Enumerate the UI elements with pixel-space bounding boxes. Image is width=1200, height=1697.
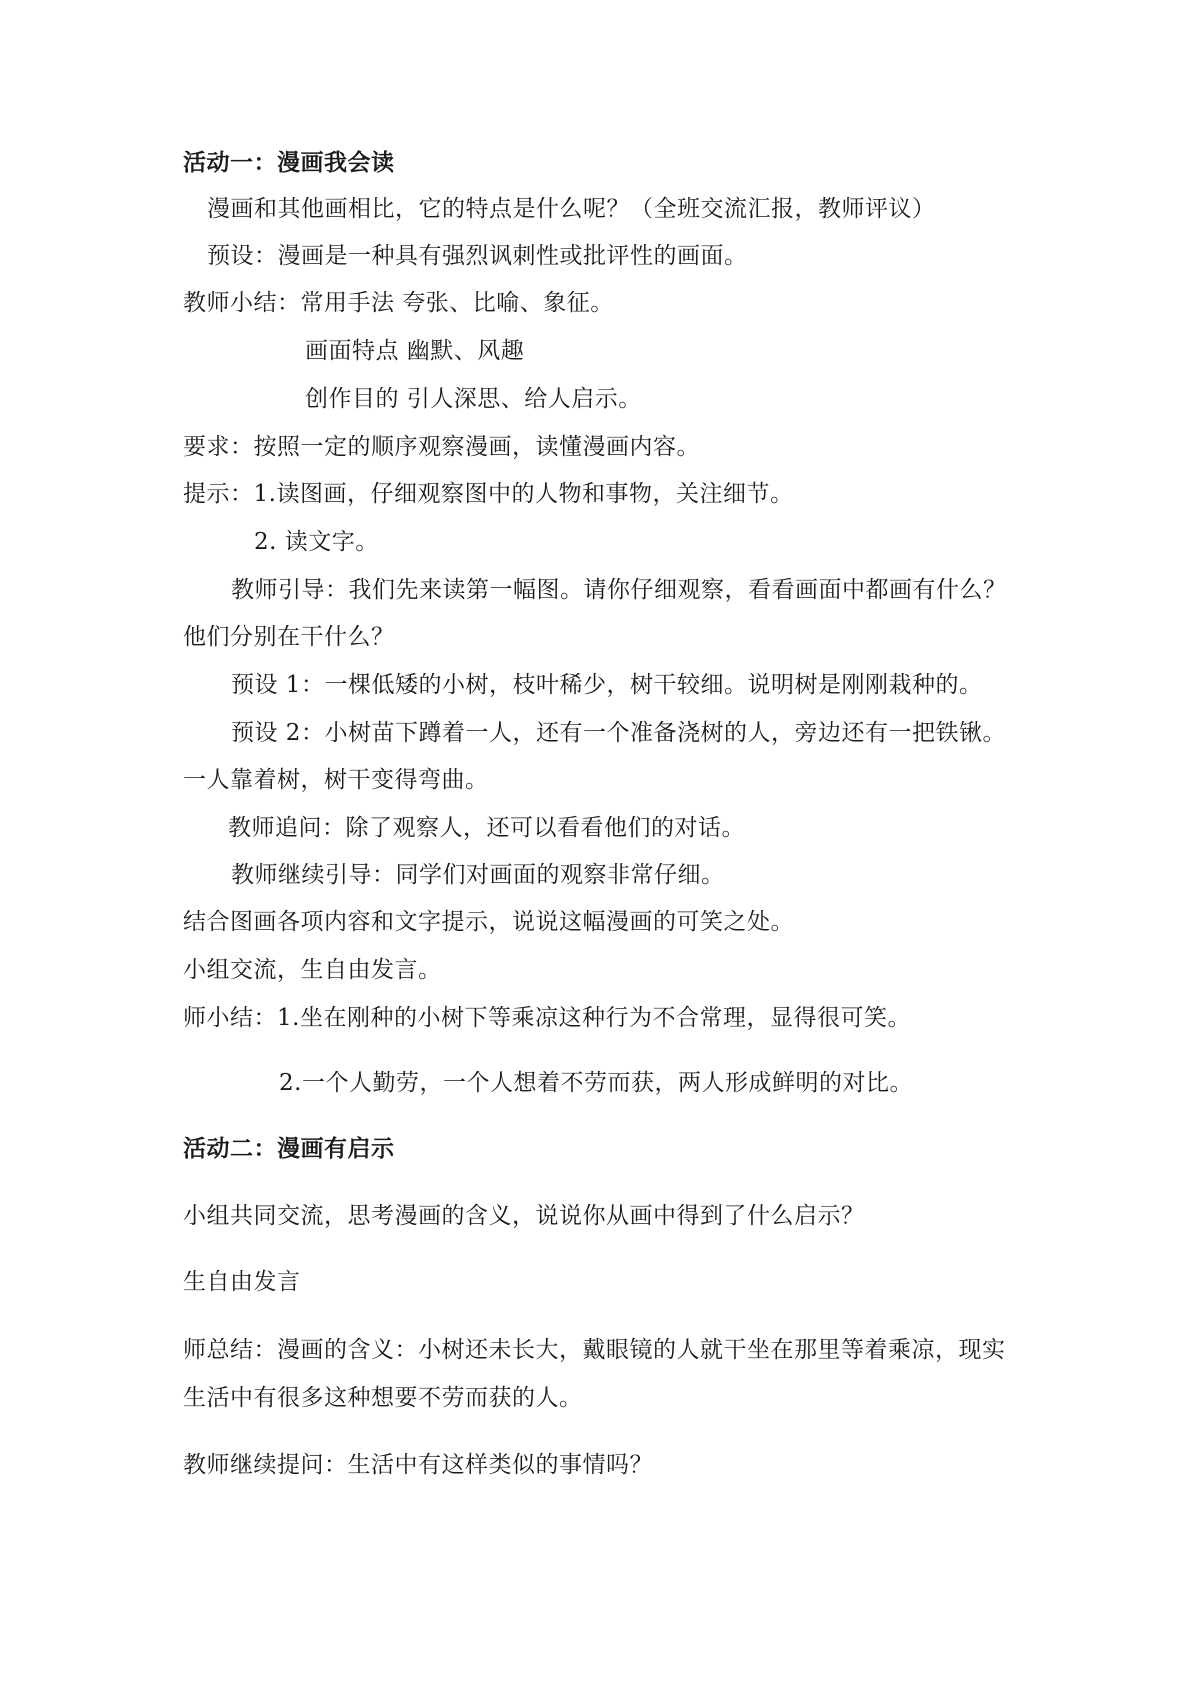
paragraph-preset-1: 预设 1：一棵低矮的小树，枝叶稀少，树干较细。说明树是刚刚栽种的。 (231, 672, 983, 698)
paragraph-teacher-guide-cont: 他们分别在干什么？ (183, 624, 395, 650)
paragraph-preset-2-cont: 一人靠着树，树干变得弯曲。 (183, 767, 489, 793)
paragraph-purpose: 创作目的 引人深思、给人启示。 (305, 386, 642, 412)
section1-heading: 活动一：漫画我会读 (183, 149, 395, 176)
paragraph-teacher-guide: 教师引导：我们先来读第一幅图。请你仔细观察，看看画面中都画有什么？ (231, 577, 1007, 603)
paragraph-teacher-summary: 教师小结：常用手法 夸张、比喻、象征。 (183, 290, 614, 316)
paragraph-combine: 结合图画各项内容和文字提示，说说这幅漫画的可笑之处。 (183, 909, 794, 935)
paragraph-preset-2: 预设 2：小树苗下蹲着一人，还有一个准备浇树的人，旁边还有一把铁锹。 (231, 720, 1006, 746)
paragraph-teacher-question: 教师继续提问：生活中有这样类似的事情吗？ (183, 1452, 653, 1478)
paragraph-summary-1: 师小结：1.坐在刚种的小树下等乘凉这种行为不合常理，显得很可笑。 (183, 1005, 911, 1031)
paragraph-group-think: 小组共同交流，思考漫画的含义，说说你从画中得到了什么启示？ (183, 1203, 865, 1229)
paragraph-free-speech: 生自由发言 (183, 1269, 301, 1295)
paragraph-preset: 预设：漫画是一种具有强烈讽刺性或批评性的画面。 (207, 243, 748, 269)
paragraph-hint-1: 提示：1.读图画，仔细观察图中的人物和事物，关注细节。 (183, 481, 794, 507)
section2-heading: 活动二：漫画有启示 (183, 1135, 395, 1162)
paragraph-teacher-conclusion-cont: 生活中有很多这种想要不劳而获的人。 (183, 1385, 583, 1411)
paragraph-teacher-followup: 教师追问：除了观察人，还可以看看他们的对话。 (228, 815, 745, 841)
paragraph-teacher-continue: 教师继续引导：同学们对画面的观察非常仔细。 (231, 862, 725, 888)
paragraph-feature: 画面特点 幽默、风趣 (305, 338, 525, 364)
paragraph-group-discussion: 小组交流，生自由发言。 (183, 957, 442, 983)
paragraph-question: 漫画和其他画相比，它的特点是什么呢？（全班交流汇报，教师评议） (207, 196, 936, 222)
paragraph-teacher-conclusion: 师总结：漫画的含义：小树还未长大，戴眼镜的人就干坐在那里等着乘凉，现实 (183, 1337, 1006, 1363)
paragraph-summary-2: 2.一个人勤劳，一个人想着不劳而获，两人形成鲜明的对比。 (279, 1070, 913, 1096)
paragraph-hint-2: 2. 读文字。 (254, 529, 379, 555)
paragraph-requirement: 要求：按照一定的顺序观察漫画，读懂漫画内容。 (183, 434, 700, 460)
